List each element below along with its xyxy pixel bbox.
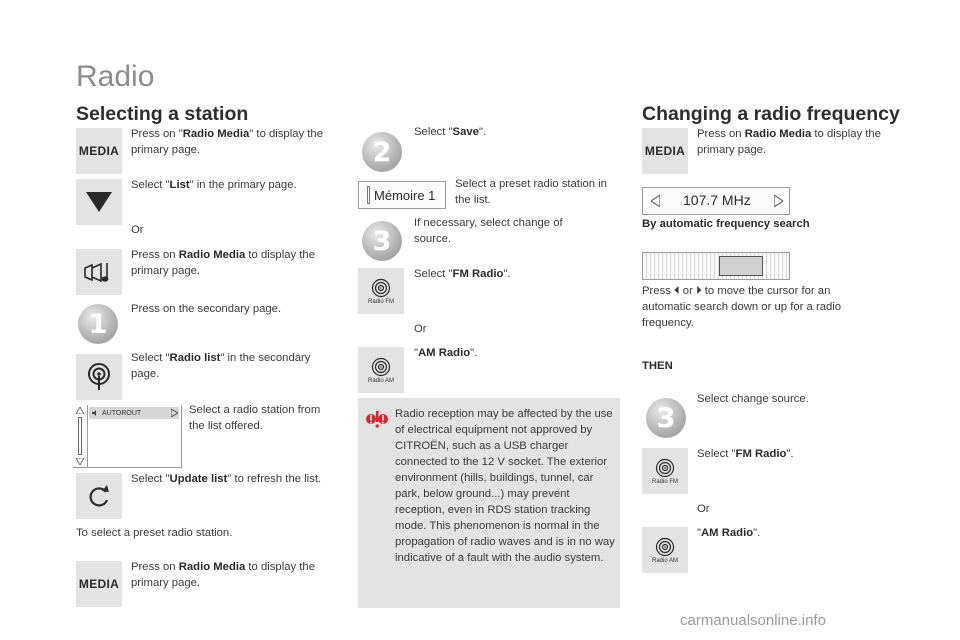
instruction-select-fm: Select "FM Radio". <box>414 268 511 280</box>
frequency-cursor <box>719 256 763 276</box>
radio-fm-icon-right: Radio FM <box>642 448 688 494</box>
watermark: carmanualsonline.info <box>680 612 826 629</box>
frequency-scale <box>642 252 790 280</box>
warning-text: Radio reception may be affected by the use of electrical equipment not approved by CITROËN, such as a USB charger connected to the 12 V socket. The exterior environment (hills, buildings, tunnel, car park, below ground...) may prevent reception, even in RDS station tracking mode. This phenomenon is normal in the propagation of radio waves and is in no way indicative of a fault with the audio system. <box>395 408 615 564</box>
update-list-icon <box>76 473 122 519</box>
instruction-press-radio-media-right: Press on Radio Media to display the primary page. <box>697 128 881 156</box>
instruction-select-change-source: Select change source. <box>697 393 809 405</box>
auto-search-subheading: By automatic frequency search <box>642 218 810 230</box>
instruction-press-radio-media: Press on "Radio Media" to display the primary page. <box>131 128 323 156</box>
radio-media-icon <box>76 249 122 295</box>
preset-intro: To select a preset radio station. <box>76 527 233 539</box>
or-label: Or <box>131 224 144 236</box>
instruction-select-station: Select a radio station from the list offered. <box>189 404 321 432</box>
media-button-icon-2: MEDIA <box>76 561 122 607</box>
radio-list-widget <box>73 405 182 468</box>
radio-fm-icon: Radio FM <box>358 268 404 314</box>
instruction-select-preset: Select a preset radio station in the list. <box>455 178 607 206</box>
list-item-autoroute: AUTOROUT <box>89 407 179 419</box>
instruction-press-radio-media-3: Press on Radio Media to display the primary page. <box>131 561 315 589</box>
list-scrollbar <box>73 405 88 467</box>
instruction-select-list: Select "List" in the primary page. <box>131 179 297 191</box>
step-2-badge: 2 <box>362 132 402 172</box>
instruction-secondary-page: Press on the secondary page. <box>131 303 282 315</box>
step-3-badge: 3 <box>362 221 402 261</box>
left-arrow-icon: ⏴ <box>674 285 680 297</box>
step-1-badge: 1 <box>78 304 118 344</box>
media-button-icon-3: MEDIA <box>642 128 688 174</box>
right-arrow-icon: ⏵ <box>696 285 702 297</box>
radio-am-icon: Radio AM <box>358 347 404 393</box>
instruction-select-save: Select "Save". <box>414 126 487 138</box>
section-heading-changing: Changing a radio frequency <box>642 103 900 125</box>
media-button-icon <box>76 128 122 174</box>
then-label: THEN <box>642 360 673 372</box>
step-3-badge-right: 3 <box>646 398 686 438</box>
warning-icon <box>366 408 388 430</box>
instruction-move-cursor: Press ⏴ or ⏵ to move the cursor for an automatic search down or up for a radio frequency. <box>642 285 842 329</box>
instruction-select-radio-list: Select "Radio list" in the secondary page. <box>131 352 311 380</box>
media-label: MEDIA <box>78 144 120 158</box>
instruction-press-radio-media-2: Press on Radio Media to display the primary page. <box>131 249 315 277</box>
memoire-button: Mémoire 1 <box>358 181 446 209</box>
radio-am-icon-right: Radio AM <box>642 527 688 573</box>
section-heading-selecting: Selecting a station <box>76 103 249 125</box>
page-title: Radio <box>76 60 155 93</box>
or-label-middle: Or <box>414 323 427 335</box>
instruction-am-radio-right: "AM Radio". <box>697 527 761 539</box>
instruction-update-list: Select "Update list" to refresh the list. <box>131 473 322 485</box>
instruction-change-source: If necessary, select change of source. <box>414 217 563 245</box>
instruction-am-radio: "AM Radio". <box>414 347 478 359</box>
instruction-select-fm-right: Select "FM Radio". <box>697 448 794 460</box>
down-arrow-icon <box>76 179 122 225</box>
radio-list-icon <box>76 354 122 400</box>
or-label-right: Or <box>697 503 710 515</box>
warning-panel <box>358 398 620 608</box>
frequency-display: 107.7 MHz <box>642 187 790 215</box>
